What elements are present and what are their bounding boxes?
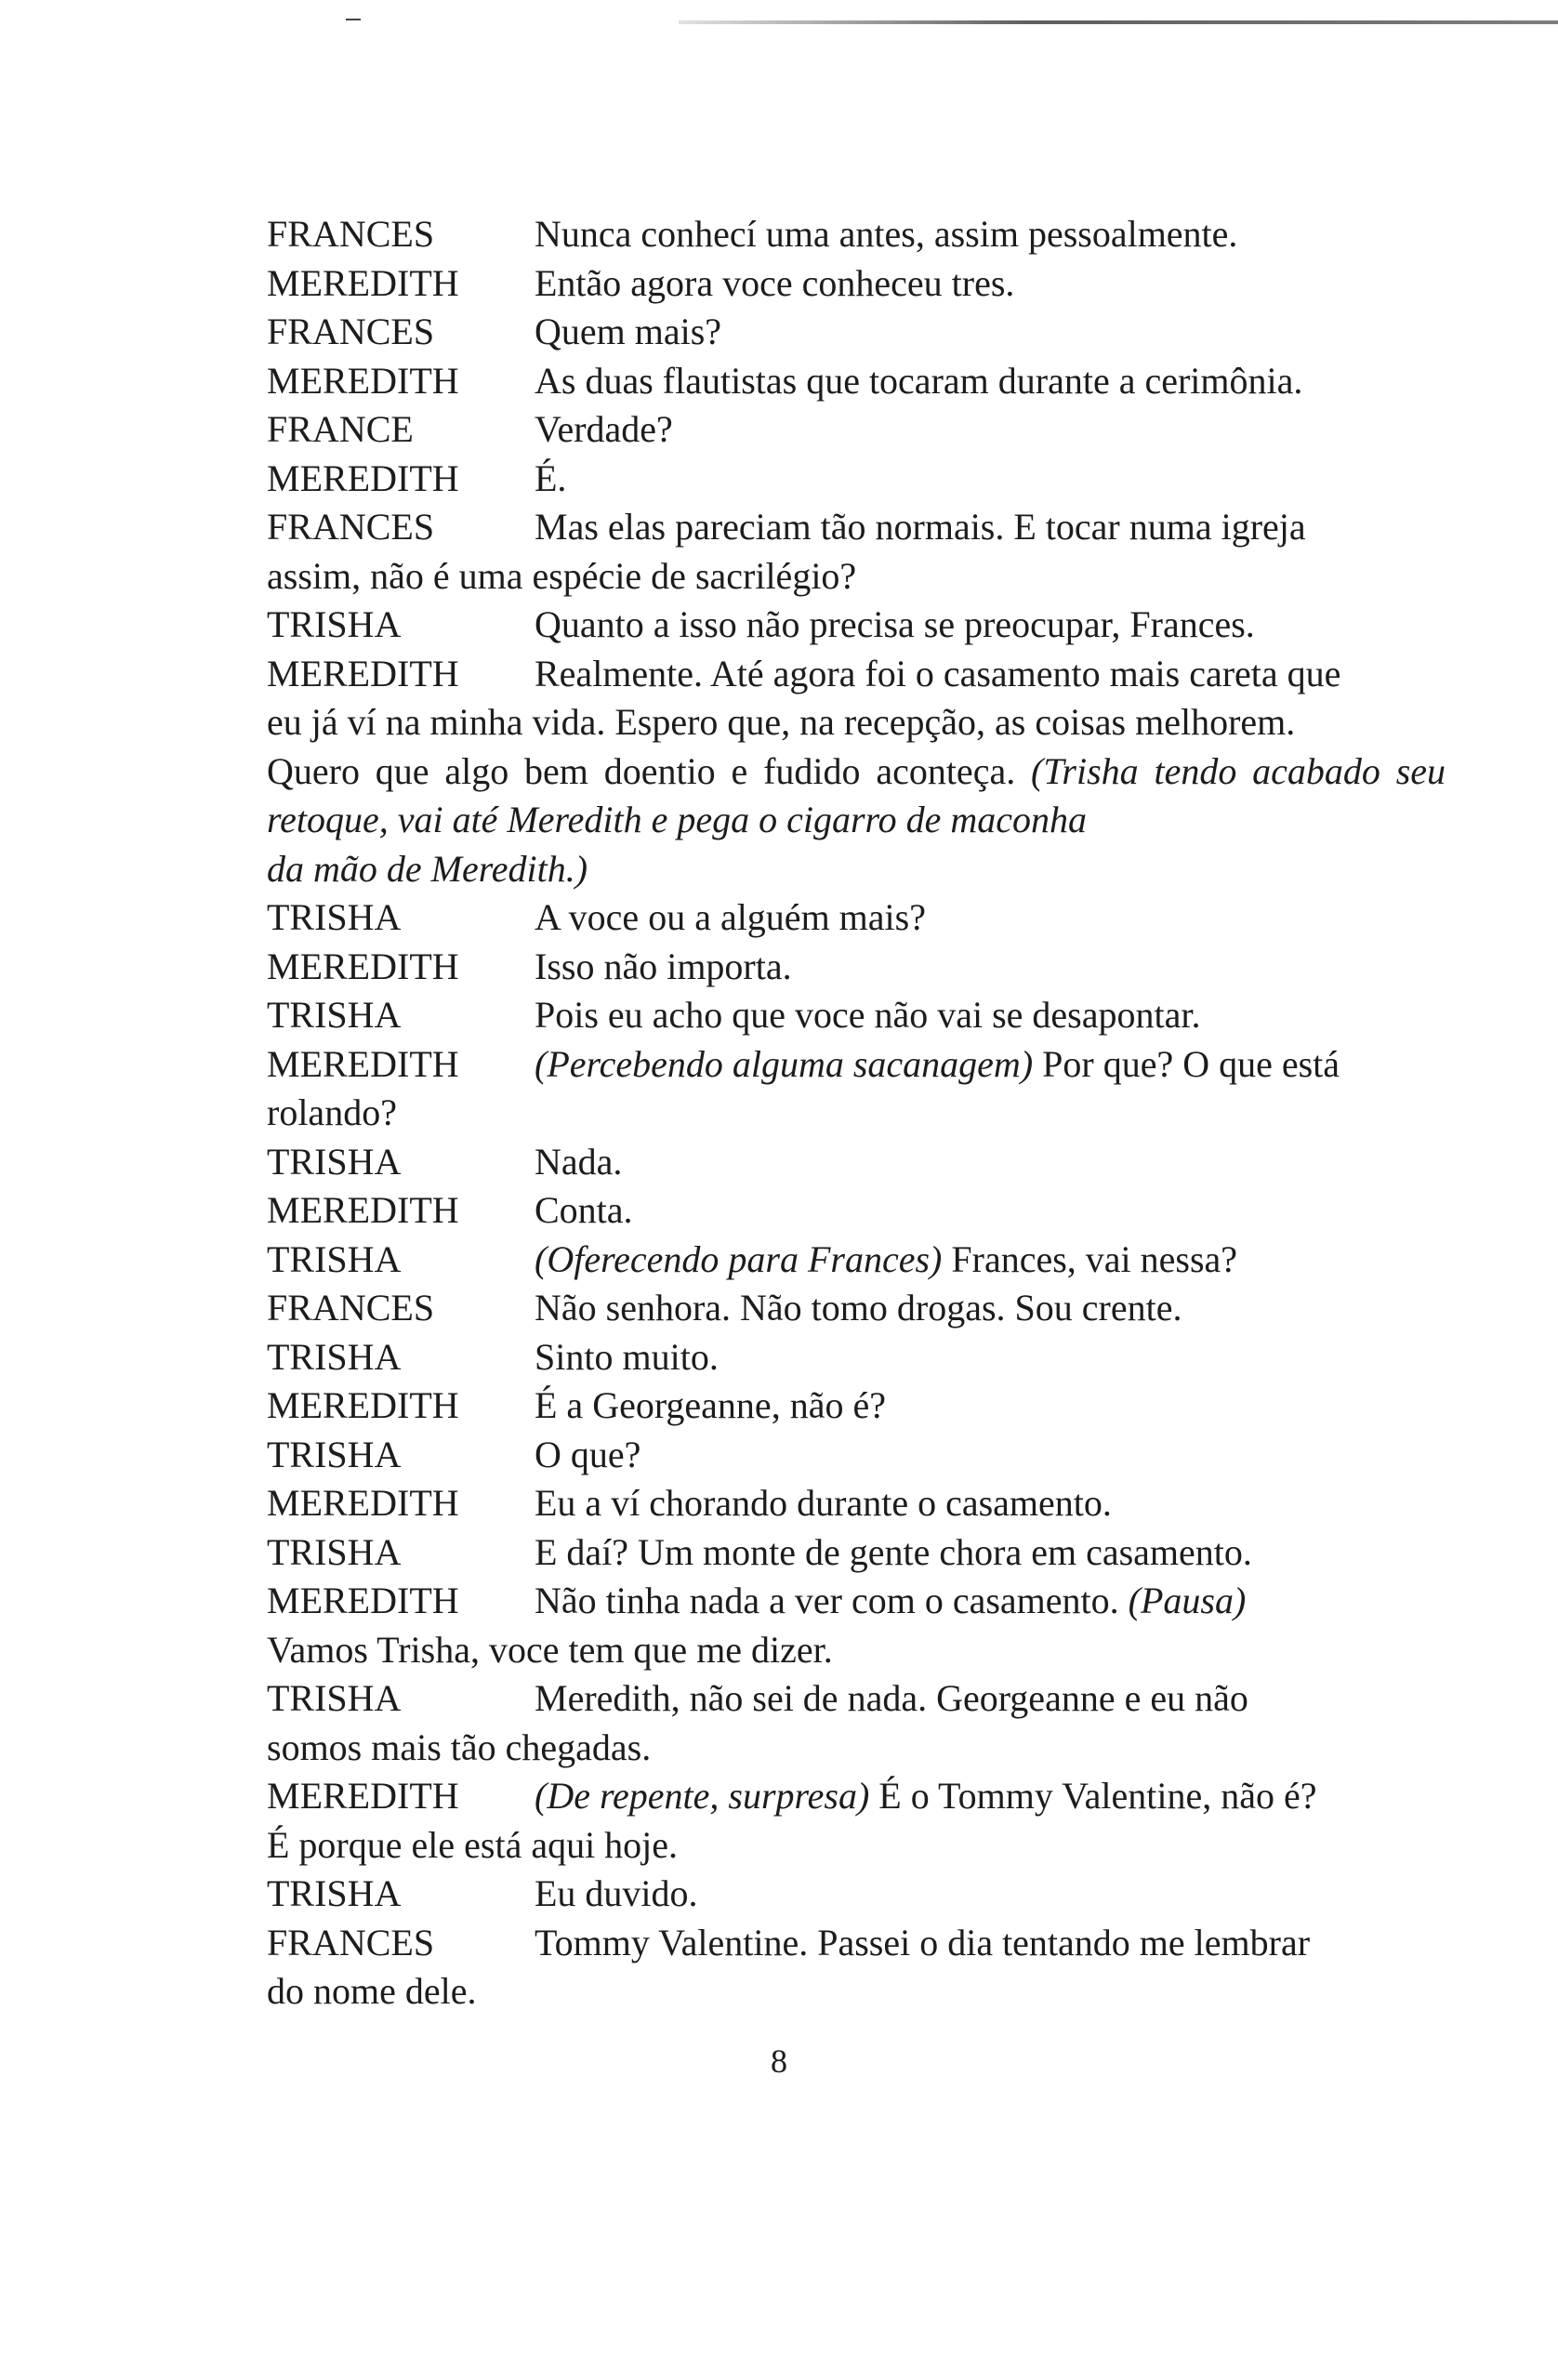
- speaker-name: FRANCES: [267, 1287, 435, 1329]
- dialogue-text: Pois eu acho que voce não vai se desapontar.: [535, 994, 1201, 1036]
- dialogue-block: [267, 747, 1446, 845]
- dialogue-continuation: É porque ele está aqui hoje.: [267, 1823, 679, 1866]
- speaker-name: TRISHA: [267, 603, 402, 645]
- speaker-name: TRISHA: [267, 1677, 402, 1719]
- speaker-name: TRISHA: [267, 896, 402, 938]
- dialogue-line: [267, 893, 1446, 943]
- speaker-name: TRISHA: [267, 1530, 402, 1573]
- dialogue-line: [267, 1236, 1446, 1285]
- dialogue-line: [267, 455, 1446, 504]
- dialogue-line: [267, 1870, 1446, 1919]
- dialogue-text: É a Georgeanne, não é?: [535, 1384, 886, 1426]
- dialogue-continuation: somos mais tão chegadas.: [267, 1726, 652, 1768]
- dialogue-text: Nada.: [535, 1140, 623, 1183]
- speaker-name: TRISHA: [267, 1872, 402, 1914]
- dialogue-line: [267, 308, 1446, 357]
- speaker-name: TRISHA: [267, 1237, 402, 1280]
- dialogue-text: Conta.: [535, 1189, 633, 1231]
- speaker-name: MEREDITH: [267, 1384, 459, 1426]
- page-number: 8: [771, 2043, 787, 2080]
- dialogue-text: Mas elas pareciam tão normais. E tocar numa igreja: [535, 506, 1306, 548]
- dialogue-continuation: rolando?: [267, 1091, 397, 1133]
- dialogue-text: É o Tommy Valentine, não é?: [878, 1775, 1317, 1817]
- dialogue-line: [267, 1479, 1446, 1528]
- speaker-name: TRISHA: [267, 994, 402, 1036]
- stage-direction: (Oferecendo para Frances): [535, 1237, 943, 1280]
- dialogue-text: É.: [535, 456, 567, 499]
- dialogue-continuation: do nome dele.: [267, 1970, 477, 2012]
- dialogue-line: [267, 405, 1446, 455]
- stage-direction: (Trisha tendo acabado seu retoque, vai até Meredith e pega o cigarro de maconha: [267, 749, 1446, 840]
- speaker-name: FRANCES: [267, 311, 435, 352]
- dialogue-text: Frances, vai nessa?: [951, 1237, 1238, 1280]
- speaker-name: MEREDITH: [267, 652, 459, 694]
- dialogue-line: [267, 1284, 1446, 1333]
- dialogue-text: Então agora voce conheceu tres.: [535, 261, 1015, 304]
- dialogue-line: [267, 357, 1446, 406]
- dialogue-continuation: eu já ví na minha vida. Espero que, na recepção, as coisas melhorem.: [267, 701, 1296, 743]
- dialogue-line: [267, 601, 1446, 650]
- dialogue-text: As duas flautistas que tocaram durante a cerimônia.: [535, 359, 1303, 402]
- dialogue-text: Tommy Valentine. Passei o dia tentando me lembrar: [535, 1921, 1311, 1964]
- dialogue-text: Meredith, não sei de nada. Georgeanne e eu não: [535, 1677, 1248, 1719]
- dialogue-text: Sinto muito.: [535, 1335, 719, 1378]
- scan-edge-line: [679, 20, 1558, 24]
- speaker-name: MEREDITH: [267, 1482, 459, 1524]
- dialogue-continuation: Vamos Trisha, voce tem que me dizer.: [267, 1628, 833, 1671]
- dialogue-text: O que?: [535, 1433, 641, 1475]
- dialogue-line: [267, 1333, 1446, 1382]
- speaker-name: TRISHA: [267, 1140, 402, 1183]
- dialogue-text: Isso não importa.: [535, 945, 792, 987]
- stage-direction-end: [267, 845, 1446, 894]
- dialogue-line: [267, 503, 1446, 552]
- dialogue-line: [267, 943, 1446, 992]
- dialogue-line: [267, 259, 1446, 309]
- speaker-name: FRANCE: [267, 408, 414, 450]
- scan-mark: [346, 19, 361, 20]
- dialogue-line: [267, 1382, 1446, 1431]
- dialogue-text: Realmente. Até agora foi o casamento mais careta que: [535, 652, 1341, 694]
- dialogue-text: A voce ou a alguém mais?: [535, 896, 926, 938]
- dialogue-line: [267, 1772, 1446, 1821]
- dialogue-line: [267, 1577, 1446, 1626]
- speaker-name: FRANCES: [267, 213, 435, 255]
- speaker-name: MEREDITH: [267, 1189, 459, 1231]
- dialogue-line: [267, 1186, 1446, 1236]
- dialogue-line: [267, 210, 1446, 259]
- dialogue-line: [267, 650, 1446, 699]
- dialogue-text: Nunca conhecí uma antes, assim pessoalmente.: [535, 213, 1238, 255]
- speaker-name: FRANCES: [267, 506, 435, 548]
- dialogue-line: [267, 1528, 1446, 1578]
- speaker-name: MEREDITH: [267, 1580, 459, 1621]
- dialogue-text: Quanto a isso não precisa se preocupar, Frances.: [535, 603, 1255, 645]
- dialogue-line: [267, 1674, 1446, 1724]
- dialogue-continuation: assim, não é uma espécie de sacrilégio?: [267, 554, 857, 597]
- dialogue-line: [267, 1919, 1446, 1968]
- speaker-name: FRANCES: [267, 1921, 435, 1964]
- dialogue-text: Eu duvido.: [535, 1872, 698, 1914]
- speaker-name: MEREDITH: [267, 1042, 459, 1085]
- speaker-name: TRISHA: [267, 1433, 402, 1475]
- dialogue-text: Não tinha nada a ver com o casamento.: [535, 1580, 1119, 1621]
- dialogue-text: Por que? O que está: [1042, 1042, 1340, 1085]
- dialogue-text: E daí? Um monte de gente chora em casamento.: [535, 1530, 1252, 1573]
- speaker-name: MEREDITH: [267, 945, 459, 987]
- stage-direction: da mão de Meredith.): [267, 847, 588, 890]
- dialogue-text: Não senhora. Não tomo drogas. Sou crente.: [535, 1287, 1182, 1329]
- speaker-name: MEREDITH: [267, 261, 459, 304]
- speaker-name: TRISHA: [267, 1335, 402, 1378]
- script-page: [267, 210, 1446, 2016]
- speaker-name: MEREDITH: [267, 359, 459, 402]
- stage-direction: (Pausa): [1128, 1580, 1247, 1621]
- dialogue-text: Eu a ví chorando durante o casamento.: [535, 1482, 1112, 1524]
- dialogue-line: [267, 991, 1446, 1040]
- stage-direction: (De repente, surpresa): [535, 1775, 870, 1817]
- dialogue-text: Quem mais?: [535, 311, 722, 352]
- dialogue-text: Quero que algo bem doentio e fudido aconteça.: [267, 749, 1016, 792]
- dialogue-text: Verdade?: [535, 408, 673, 450]
- speaker-name: MEREDITH: [267, 456, 459, 499]
- dialogue-line: [267, 1040, 1446, 1090]
- speaker-name: MEREDITH: [267, 1775, 459, 1817]
- stage-direction: (Percebendo alguma sacanagem): [535, 1042, 1034, 1085]
- dialogue-line: [267, 1138, 1446, 1187]
- dialogue-line: [267, 1431, 1446, 1480]
